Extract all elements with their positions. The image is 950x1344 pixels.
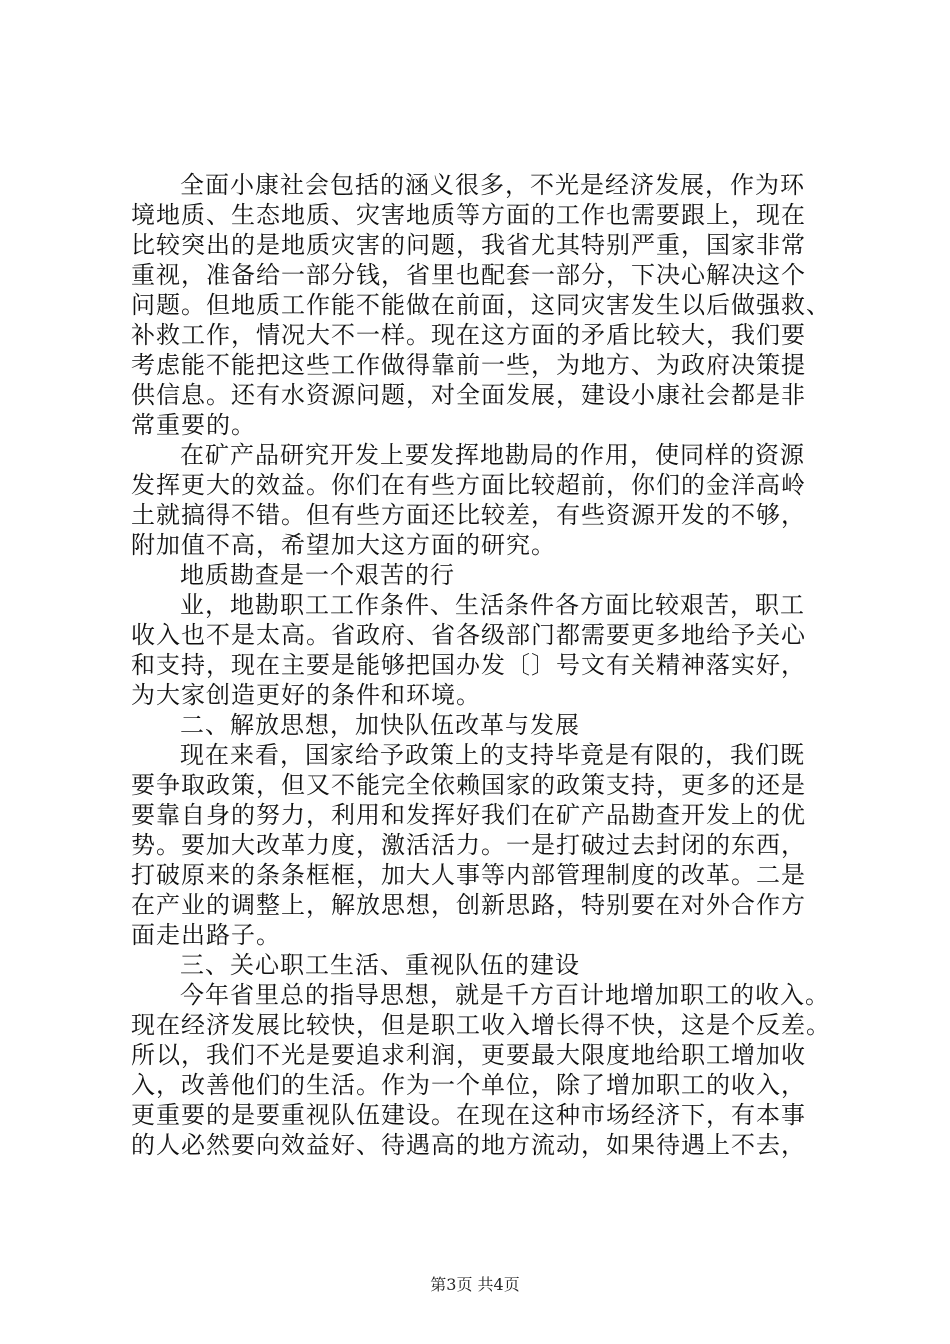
text-line: 地质勘查是一个艰苦的行 [180, 561, 455, 589]
text-line: 和支持，现在主要是能够把国办发〔〕号文有关精神落实好， [131, 651, 806, 679]
text-line: 补救工作，情况大不一样。现在这方面的矛盾比较大，我们要 [131, 321, 806, 349]
text-line: 势。要加大改革力度，激活活力。一是打破过去封闭的东西， [131, 831, 806, 859]
text-line: 业，地勘职工工作条件、生活条件各方面比较艰苦，职工 [180, 591, 805, 619]
text-line: 更重要的是要重视队伍建设。在现在这种市场经济下，有本事 [131, 1101, 806, 1129]
text-line: 入，改善他们的生活。作为一个单位，除了增加职工的收入， [131, 1071, 806, 1099]
text-line: 境地质、生态地质、灾害地质等方面的工作也需要跟上，现在 [131, 201, 806, 229]
text-line: 的人必然要向效益好、待遇高的地方流动，如果待遇上不去， [131, 1131, 806, 1159]
text-line: 供信息。还有水资源问题，对全面发展，建设小康社会都是非 [131, 381, 806, 409]
text-line: 发挥更大的效益。你们在有些方面比较超前，你们的金洋高岭 [131, 471, 806, 499]
text-line: 在矿产品研究开发上要发挥地勘局的作用，使同样的资源 [180, 441, 805, 469]
text-line: 在产业的调整上，解放思想，创新思路，特别要在对外合作方 [131, 891, 806, 919]
section-heading: 三、关心职工生活、重视队伍的建设 [180, 951, 580, 979]
text-line: 常重要的。 [131, 411, 256, 439]
text-line: 要靠自身的努力，利用和发挥好我们在矿产品勘查开发上的优 [131, 801, 806, 829]
text-line: 现在经济发展比较快，但是职工收入增长得不快，这是个反差。 [131, 1011, 831, 1039]
text-line: 全面小康社会包括的涵义很多，不光是经济发展，作为环 [180, 171, 805, 199]
text-line: 要争取政策，但又不能完全依赖国家的政策支持，更多的还是 [131, 771, 806, 799]
text-line: 考虑能不能把这些工作做得靠前一些，为地方、为政府决策提 [131, 351, 806, 379]
text-line: 附加值不高，希望加大这方面的研究。 [131, 531, 556, 559]
text-line: 收入也不是太高。省政府、省各级部门都需要更多地给予关心 [131, 621, 806, 649]
text-line: 为大家创造更好的条件和环境。 [131, 681, 481, 709]
text-line: 所以，我们不光是要追求利润，更要最大限度地给职工增加收 [131, 1041, 806, 1069]
page-number: 第3页 共4页 [430, 1275, 520, 1294]
text-line: 问题。但地质工作能不能做在前面，这同灾害发生以后做强救、 [131, 291, 831, 319]
section-heading: 二、解放思想，加快队伍改革与发展 [180, 711, 580, 739]
text-line: 今年省里总的指导思想，就是千方百计地增加职工的收入。 [180, 981, 830, 1009]
document-body [131, 170, 853, 1160]
text-line: 重视，准备给一部分钱，省里也配套一部分，下决心解决这个 [131, 261, 806, 289]
text-line: 面走出路子。 [131, 921, 281, 949]
text-line: 比较突出的是地质灾害的问题，我省尤其特别严重，国家非常 [131, 231, 806, 259]
text-line: 土就搞得不错。但有些方面还比较差，有些资源开发的不够， [131, 501, 806, 529]
text-line: 打破原来的条条框框，加大人事等内部管理制度的改革。二是 [131, 861, 806, 889]
text-line: 现在来看，国家给予政策上的支持毕竟是有限的，我们既 [180, 741, 805, 769]
